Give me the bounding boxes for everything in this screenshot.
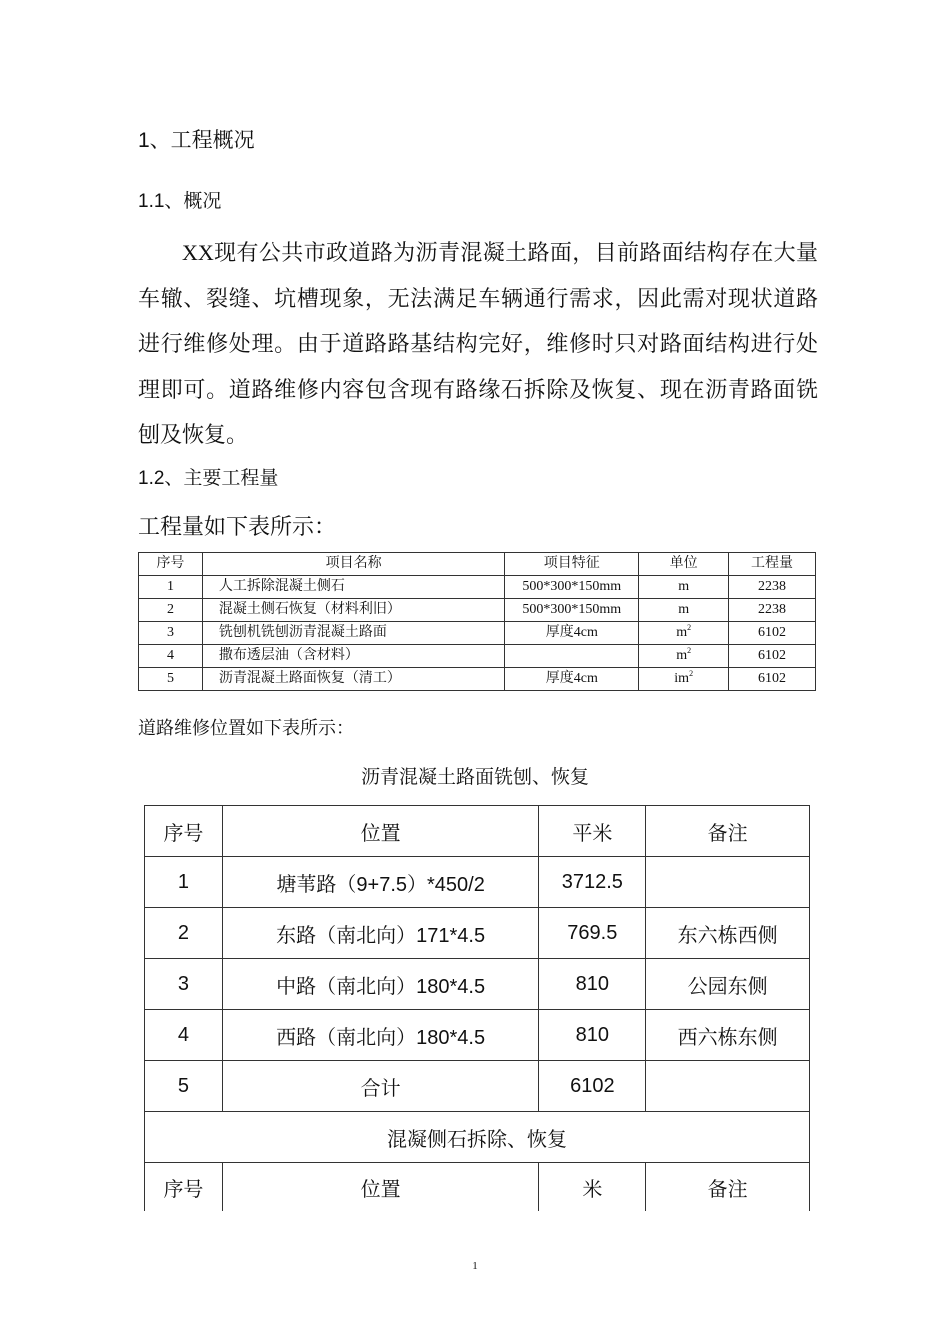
table-row	[145, 959, 810, 1010]
overview-paragraph	[138, 230, 818, 458]
location-cell: 塘苇路（9+7.5）*450/2	[222, 857, 539, 908]
item-feature: 500*300*150mm	[505, 599, 639, 622]
subsection-title: 混凝侧石拆除、恢复	[145, 1112, 810, 1163]
note-cell: 西六栋东侧	[646, 1010, 810, 1061]
item-unit	[639, 645, 729, 668]
row-number: 5	[145, 1061, 223, 1112]
item-feature: 500*300*150mm	[505, 576, 639, 599]
item-quantity: 6102	[729, 668, 816, 691]
location-intro: 道路维修位置如下表所示：	[138, 718, 354, 738]
item-unit	[639, 599, 729, 622]
location-table	[144, 805, 810, 1211]
table-row	[145, 908, 810, 959]
header-cell: 位置	[222, 1163, 539, 1212]
item-name: 沥青混凝土路面恢复（清工）	[202, 668, 504, 691]
quantities-table-header	[139, 553, 816, 576]
location-cell: 西路（南北向）180*4.5	[222, 1010, 539, 1061]
header-cell: 序号	[145, 1163, 223, 1212]
table-row	[139, 622, 816, 645]
unit-superscript: 2	[687, 623, 692, 632]
quantities-table	[138, 552, 816, 691]
item-feature: 厚度4cm	[505, 622, 639, 645]
note-cell	[646, 1061, 810, 1112]
item-name: 人工拆除混凝土侧石	[202, 576, 504, 599]
location-cell: 东路（南北向）171*4.5	[222, 908, 539, 959]
item-name: 混凝土侧石恢复（材料利旧）	[202, 599, 504, 622]
page-number: 1	[472, 1260, 478, 1272]
item-unit	[639, 576, 729, 599]
section-heading-1-2: 1.2、主要工程量	[138, 468, 279, 489]
subsection-title-row	[145, 1112, 810, 1163]
table-row	[139, 645, 816, 668]
unit-text: im	[674, 671, 690, 686]
unit-text: m	[676, 625, 688, 640]
item-quantity: 2238	[729, 599, 816, 622]
note-cell: 东六栋西侧	[646, 908, 810, 959]
unit-text: m	[678, 579, 690, 594]
item-feature	[505, 645, 639, 668]
table-row	[139, 576, 816, 599]
row-number: 2	[145, 908, 223, 959]
row-number: 3	[139, 622, 203, 645]
note-cell	[646, 857, 810, 908]
item-quantity: 6102	[729, 645, 816, 668]
table-row	[145, 1061, 810, 1112]
header-cell: 序号	[139, 553, 203, 576]
header-cell: 工程量	[729, 553, 816, 576]
row-number: 1	[145, 857, 223, 908]
row-number: 5	[139, 668, 203, 691]
item-feature: 厚度4cm	[505, 668, 639, 691]
item-name: 铣刨机铣刨沥青混凝土路面	[202, 622, 504, 645]
area-cell: 6102	[539, 1061, 646, 1112]
header-cell: 备注	[646, 1163, 810, 1212]
header-cell: 序号	[145, 806, 223, 857]
location-table-header	[145, 806, 810, 857]
item-name: 撒布透层油（含材料）	[202, 645, 504, 668]
row-number: 2	[139, 599, 203, 622]
unit-text: m	[676, 648, 688, 663]
unit-superscript: 2	[687, 646, 692, 655]
location-cell: 中路（南北向）180*4.5	[222, 959, 539, 1010]
item-unit	[639, 668, 729, 691]
unit-superscript: 2	[689, 669, 694, 678]
header-cell: 项目特征	[505, 553, 639, 576]
item-quantity: 2238	[729, 576, 816, 599]
header-cell: 备注	[646, 806, 810, 857]
subsection-header-row	[145, 1163, 810, 1212]
table-row	[145, 1010, 810, 1061]
row-number: 4	[139, 645, 203, 668]
table-row	[139, 668, 816, 691]
header-cell: 米	[539, 1163, 646, 1212]
header-cell: 单位	[639, 553, 729, 576]
row-number: 1	[139, 576, 203, 599]
area-cell: 3712.5	[539, 857, 646, 908]
section-heading-1: 1、工程概况	[138, 129, 255, 152]
table-row	[139, 599, 816, 622]
area-cell: 810	[539, 1010, 646, 1061]
table-row	[145, 857, 810, 908]
quantities-intro: 工程量如下表所示：	[138, 514, 337, 539]
item-unit	[639, 622, 729, 645]
area-cell: 769.5	[539, 908, 646, 959]
header-cell: 平米	[539, 806, 646, 857]
location-cell: 合计	[222, 1061, 539, 1112]
overview-paragraph-text: XX现有公共市政道路为沥青混凝土路面，目前路面结构存在大量车辙、裂缝、坑槽现象，无法满足车辆通行需求，因此需对现状道路进行维修处理。由于道路路基结构完好，维修时只对路面结构进行处理即可。道路维修内容包含现有路缘石拆除及恢复、现在沥青路面铣刨及恢复。	[138, 240, 818, 447]
header-cell: 位置	[222, 806, 539, 857]
note-cell: 公园东侧	[646, 959, 810, 1010]
unit-text: m	[678, 602, 690, 617]
row-number: 3	[145, 959, 223, 1010]
item-quantity: 6102	[729, 622, 816, 645]
header-cell: 项目名称	[202, 553, 504, 576]
area-cell: 810	[539, 959, 646, 1010]
section-heading-1-1: 1.1、概况	[138, 191, 222, 212]
row-number: 4	[145, 1010, 223, 1061]
location-table-caption: 沥青混凝土路面铣刨、恢复	[360, 767, 589, 788]
